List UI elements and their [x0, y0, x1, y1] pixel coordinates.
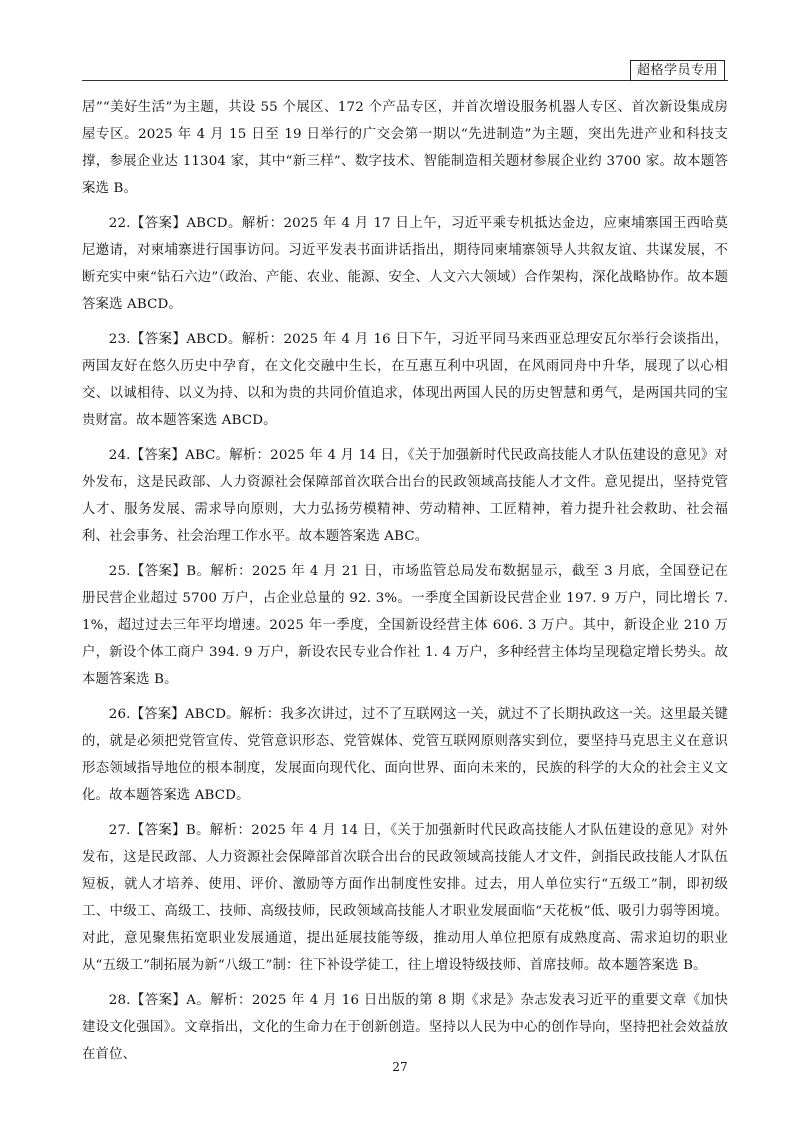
student-badge: 超格学员专用 — [630, 60, 725, 81]
paragraph-continuation: 居”“美好生活”为主题，共设 55 个展区、172 个产品专区，并首次增设服务机器人专区、首次新设集成房屋专区。2025 年 4 月 15 日至 19 日举行的广交会第一期以“先进制造”为主题，突出先进产业和科技支撑，参展企业达 11304 家，其中“新三样”、数字技术、智能制造相关题材参展企业约 3700 家。故本题答案选 B。 — [82, 100, 728, 196]
answer-22: 22.【答案】ABCD。解析：2025 年 4 月 17 日上午，习近平乘专机抵达金边，应柬埔寨国王西哈莫尼邀请，对柬埔寨进行国事访问。习近平发表书面讲话指出，期待同柬埔寨领导人共叙友谊、共谋发展，不断充实中柬“钻石六边”（政治、产能、农业、能源、安全、人文六大领域）合作架构，深化战略协作。故本题答案选 ABCD。 — [82, 216, 728, 312]
answer-24: 24.【答案】ABC。解析：2025 年 4 月 14 日，《关于加强新时代民政高技能人才队伍建设的意见》对外发布，这是民政部、人力资源社会保障部首次联合出台的民政领域高技能人才文件。意见提出，坚持党管人才、服务发展、需求导向原则，大力弘扬劳模精神、劳动精神、工匠精神，着力提升社会救助、社会福利、社会事务、社会治理工作水平。故本题答案选 ABC。 — [82, 448, 728, 544]
answer-25: 25.【答案】B。解析：2025 年 4 月 21 日，市场监管总局发布数据显示，截至 3 月底，全国登记在册民营企业超过 5700 万户，占企业总量的 92. 3%。一季度全国新设民营企业 197. 9 万户，同比增长 7. 1%，超过过去三年平均增速。2025 年一季度，全国新设经营主体 606. 3 万户。其中，新设企业 210 万户，新设个体工商户 394. 9 万户，新设农民专业合作社 1. 4 万户，多种经营主体均呈现稳定增长势头。故本题答案选 B。 — [82, 564, 728, 687]
document-body — [82, 94, 728, 1076]
answer-23: 23.【答案】ABCD。解析：2025 年 4 月 16 日下午，习近平同马来西亚总理安瓦尔举行会谈指出，两国友好在悠久历史中孕育，在文化交融中生长，在互惠互利中巩固，在风雨同舟中升华，展现了以心相交、以诚相待、以义为持、以和为贵的共同价值追求，体现出两国人民的历史智慧和勇气，是两国共同的宝贵财富。故本题答案选 ABCD。 — [82, 332, 728, 428]
answer-27: 27.【答案】B。解析：2025 年 4 月 14 日，《关于加强新时代民政高技能人才队伍建设的意见》对外发布，这是民政部、人力资源社会保障部首次联合出台的民政领域高技能人才文件，剑指民政技能人才队伍短板，就人才培养、使用、评价、激励等方面作出制度性安排。过去，用人单位实行“五级工”制，即初级工、中级工、高级工、技师、高级技师，民政领域高技能人才职业发展面临“天花板”低、吸引力弱等困境。对此，意见聚焦拓宽职业发展通道，提出延展技能等级，推动用人单位把原有成熟度高、需求迫切的职业从“五级工”制拓展为新“八级工”制：往下补设学徒工，往上增设特级技师、首席技师。故本题答案选 B。 — [82, 823, 728, 973]
page-number: 27 — [392, 1060, 408, 1074]
answer-28: 28.【答案】A。解析：2025 年 4 月 16 日出版的第 8 期《求是》杂志发表习近平的重要文章《加快建设文化强国》。文章指出，文化的生命力在于创新创造。坚持以人民为中心的创作导向，坚持把社会效益放在首位、 — [82, 993, 728, 1062]
answer-26: 26.【答案】ABCD。解析：我多次讲过，过不了互联网这一关，就过不了长期执政这一关。这里最关键的，就是必须把党管宣传、党管意识形态、党管媒体、党管互联网原则落实到位，要坚持马克思主义在意识形态领域指导地位的根本制度，发展面向现代化、面向世界、面向未来的，民族的科学的大众的社会主义文化。故本题答案选 ABCD。 — [82, 707, 728, 803]
